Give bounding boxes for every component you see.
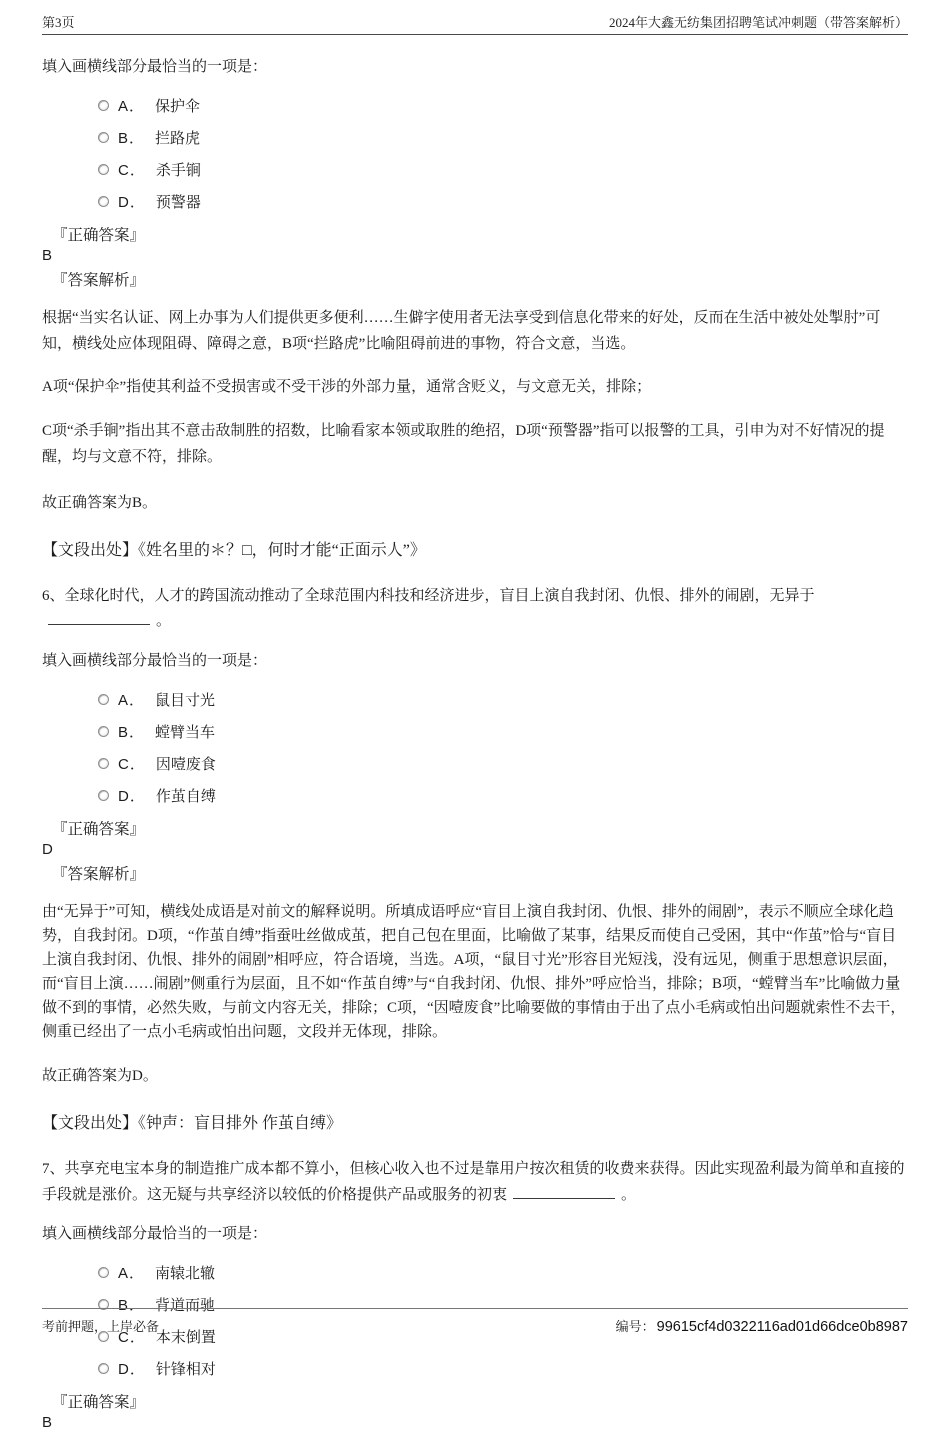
q6-stem-period: 。	[156, 613, 172, 630]
option-text: 鼠目寸光	[155, 692, 216, 709]
q5-analysis-paragraph-1: 根据“当实名认证、网上办事为人们提供更多便利……生僻字使用者无法享受到信息化带来的好处，反而在生活中被处处掣肘”可知，横线处应体现阻碍、障碍之意，B项“拦路虎”比喻阻碍前进的事物，符合文意，当选。	[42, 309, 881, 352]
q7-answer-blank	[513, 1184, 615, 1199]
option-text: 预警器	[155, 194, 201, 211]
q5-answer-value: B	[42, 246, 53, 264]
radio-button-icon[interactable]	[98, 132, 109, 143]
option-text: 本末倒置	[155, 1330, 216, 1347]
q5-option-b[interactable]	[98, 127, 908, 148]
header-doc-title: 2024年大鑫无纺集团招聘笔试冲刺题（带答案解析）	[608, 15, 908, 30]
q6-fill-prompt: 填入画横线部分最恰当的一项是：	[42, 653, 268, 670]
option-text: 作茧自缚	[155, 788, 216, 805]
q5-analysis-paragraph-2: A项“保护伞”指使其利益不受损害或不受干涉的外部力量，通常含贬义，与文意无关，排除；	[42, 379, 652, 396]
q5-option-d[interactable]	[98, 191, 908, 212]
option-text: 保护伞	[155, 98, 201, 115]
radio-button-icon[interactable]	[98, 1267, 109, 1278]
option-letter: B．	[118, 1297, 146, 1315]
option-text: 背道而驰	[155, 1298, 216, 1315]
option-letter: D．	[118, 787, 146, 805]
option-letter: B．	[118, 129, 146, 147]
option-letter: A．	[118, 691, 146, 709]
q6-option-a[interactable]	[98, 689, 908, 710]
radio-button-icon[interactable]	[98, 694, 109, 705]
header-page-number: 第3页	[42, 15, 75, 30]
footer-code-value: 99615cf4d0322116ad01d66dce0b8987	[656, 1319, 908, 1335]
q7-answer-value: B	[42, 1414, 53, 1431]
q6-option-d[interactable]	[98, 785, 908, 806]
radio-button-icon[interactable]	[98, 164, 109, 175]
option-letter: D．	[118, 193, 146, 211]
q6-conclusion: 故正确答案为D。	[42, 1067, 158, 1084]
footer-code	[616, 1316, 908, 1335]
q6-answer-value: D	[42, 840, 53, 858]
q7-stem-text: 7、共享充电宝本身的制造推广成本都不算小，但核心收入也不过是靠用户按次租赁的收费来获得。因此实现盈利最为简单和直接的手段就是涨价。这无疑与共享经济以较低的价格提供产品或服务的初衷	[42, 1160, 905, 1203]
radio-button-icon[interactable]	[98, 758, 109, 769]
footer-divider	[42, 1308, 908, 1309]
q6-correct-answer-label: 『正确答案』	[52, 820, 146, 838]
option-text: 南辕北辙	[155, 1266, 216, 1283]
option-letter: C．	[118, 755, 146, 773]
q5-options	[98, 95, 908, 212]
q6-option-c[interactable]	[98, 753, 908, 774]
q7-option-a[interactable]	[98, 1262, 908, 1283]
option-letter: A．	[118, 97, 146, 115]
q6-stem	[42, 584, 908, 636]
radio-button-icon[interactable]	[98, 100, 109, 111]
q6-analysis-paragraph: 由“无异于”可知，横线处成语是对前文的解释说明。所填成语呼应“盲目上演自我封闭、仇恨、排外的闹剧”，表示不顺应全球化趋势，自我封闭。D项，“作茧自缚”指蚕吐丝做成茧，把自己包在里面，比喻做了某事，结果反而使自己受困，其中“作茧”恰与“盲目上演自我封闭、仇恨、排外的闹剧”相呼应，符合语境，当选。A项，“鼠目寸光”形容目光短浅，没有远见，侧重于思想意识层面，而“盲目上演……闹剧”侧重行为层面，且不如“作茧自缚”与“自我封闭、仇恨、排外”呼应恰当，排除；B项，“螳臂当车”比喻做力量做不到的事情，必然失败，与前文内容无关，排除；C项，“因噎废食”比喻要做的事情由于出了点小毛病或怕出问题就索性不去干，侧重已经出了一点小毛病或怕出问题，文段并无体现，排除。	[42, 903, 906, 1040]
q5-option-c[interactable]	[98, 159, 908, 180]
q6-option-b[interactable]	[98, 721, 908, 742]
radio-button-icon[interactable]	[98, 726, 109, 737]
page-header	[42, 12, 908, 34]
q6-answer-blank	[48, 610, 150, 625]
q5-correct-answer-label: 『正确答案』	[52, 226, 146, 244]
q6-source: 【文段出处】《钟声：盲目排外 作茧自缚》	[42, 1114, 343, 1132]
q5-analysis-paragraph-3: C项“杀手锏”指出其不意击敌制胜的招数，比喻看家本领或取胜的绝招，D项“预警器”指可以报警的工具，引申为对不好情况的提醒，均与文意不符，排除。	[42, 423, 885, 465]
q7-stem-period: 。	[621, 1186, 637, 1203]
radio-button-icon[interactable]	[98, 790, 109, 801]
q7-stem	[42, 1157, 908, 1209]
radio-button-icon[interactable]	[98, 196, 109, 207]
header-divider	[42, 34, 908, 35]
option-letter: C．	[118, 1329, 146, 1347]
q6-stem-text: 6、全球化时代，人才的跨国流动推动了全球范围内科技和经济进步，盲目上演自我封闭、仇恨、排外的闹剧，无异于	[42, 587, 815, 604]
q5-option-a[interactable]	[98, 95, 908, 116]
q5-source: 【文段出处】《姓名里的＊？□，何时才能“正面示人”》	[42, 541, 426, 559]
option-text: 螳臂当车	[155, 724, 216, 741]
option-text: 杀手锏	[155, 162, 201, 179]
q5-fill-prompt: 填入画横线部分最恰当的一项是：	[42, 59, 268, 75]
option-text: 拦路虎	[155, 130, 201, 147]
option-text: 针锋相对	[155, 1362, 216, 1379]
radio-button-icon[interactable]	[98, 1363, 109, 1374]
option-text: 因噎废食	[155, 756, 216, 773]
q5-analysis-label: 『答案解析』	[52, 271, 146, 289]
q7-correct-answer-label: 『正确答案』	[52, 1394, 146, 1412]
footer-code-label: 编号：	[615, 1319, 655, 1334]
option-letter: C．	[118, 161, 146, 179]
q7-fill-prompt: 填入画横线部分最恰当的一项是：	[42, 1226, 268, 1243]
q7-option-d[interactable]	[98, 1358, 908, 1379]
q6-options	[98, 689, 908, 806]
q6-analysis-label: 『答案解析』	[52, 865, 146, 883]
page-footer	[42, 1308, 908, 1335]
option-letter: A．	[118, 1265, 146, 1283]
footer-slogan: 考前押题，上岸必备	[42, 1319, 160, 1334]
option-letter: B．	[118, 723, 146, 741]
q5-conclusion: 故正确答案为B。	[42, 494, 158, 511]
option-letter: D．	[118, 1361, 146, 1379]
